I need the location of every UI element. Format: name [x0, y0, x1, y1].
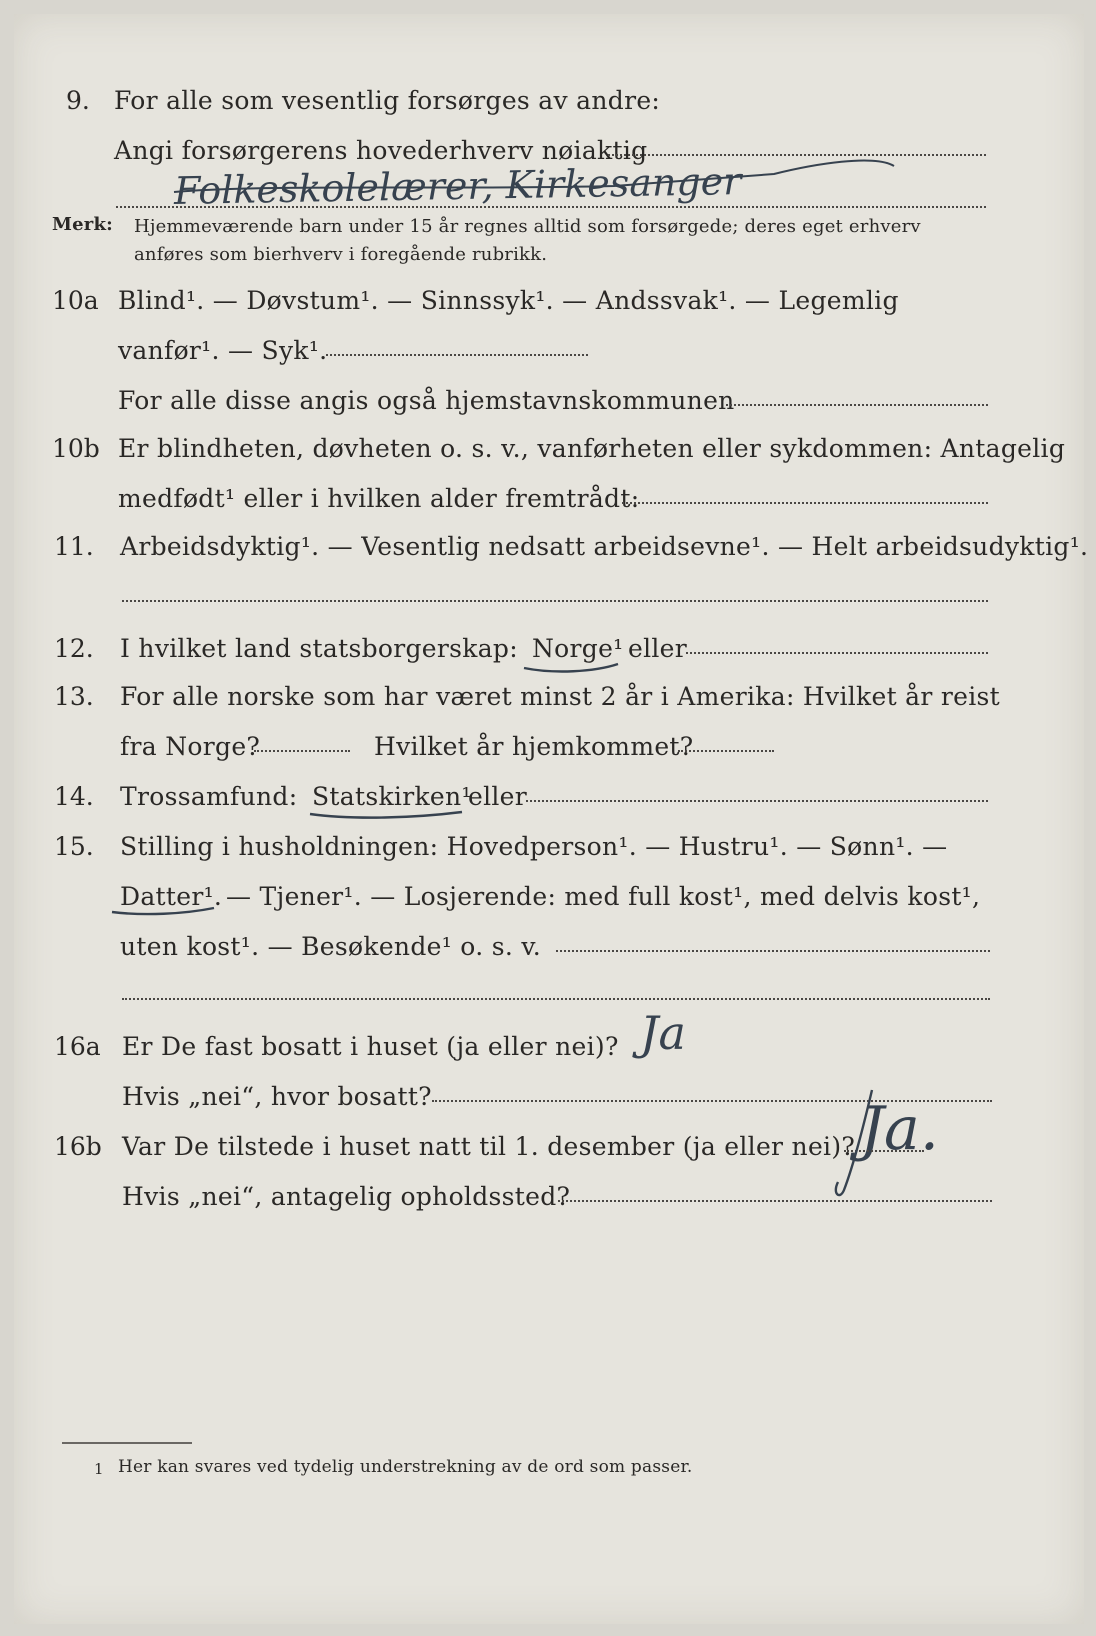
merk-label: Merk:: [52, 214, 113, 235]
q9-number: 9.: [66, 86, 90, 115]
q12-text: I hvilket land statsborgerskap:: [120, 634, 518, 663]
q14-statskirken-underline: [310, 812, 462, 818]
q13-line-1: For alle norske som har været minst 2 år i Amerika: Hvilket år reist: [120, 682, 1001, 711]
q13-line-2b: Hvilket år hjemkommet?: [374, 732, 694, 761]
q14-text: Trossamfund:: [120, 782, 298, 811]
q16b-number: 16b: [54, 1132, 102, 1161]
q15-line-3: uten kost¹. — Besøkende¹ o. s. v.: [120, 932, 542, 961]
q9-handwritten-answer: Folkeskolelærer, Kirkesanger: [173, 159, 742, 213]
q13-hjemkommet-field-line: [678, 750, 774, 752]
footnote-text: Her kan svares ved tydelig understrekning av de ord som passer.: [118, 1457, 693, 1477]
q16b-line-2: Hvis „nei“, antagelig opholdssted?: [122, 1182, 571, 1211]
q12-norge-underline: [524, 664, 618, 671]
q10b-number: 10b: [52, 434, 100, 463]
q9-answer-field-line: [116, 206, 986, 208]
q13-reist-field-line: [254, 750, 350, 752]
q16a-line-1: Er De fast bosatt i huset (ja eller nei)?: [122, 1032, 619, 1061]
q10b-line-1: Er blindheten, døvheten o. s. v., vanførheten eller sykdommen: Antagelig: [118, 434, 1066, 463]
q15-line-1: Stilling i husholdningen: Hovedperson¹. — Hustru¹. — Sønn¹. —: [120, 832, 948, 861]
q16a-number: 16a: [54, 1032, 101, 1061]
q12-field-line: [686, 652, 988, 654]
merk-line-2: anføres som bierhverv i foregående rubrikk.: [134, 244, 548, 265]
q9-text: For alle som vesentlig forsørges av andre:: [114, 86, 661, 115]
q11-number: 11.: [54, 532, 94, 561]
q15-extra-field-line: [122, 998, 990, 1000]
q16b-answer-field-line: [844, 1150, 924, 1152]
q11-line-1: Arbeidsdyktig¹. — Vesentlig nedsatt arbeidsevne¹. — Helt arbeidsudyktig¹.: [120, 532, 1089, 561]
q16a-line-2: Hvis „nei“, hvor bosatt?: [122, 1082, 432, 1111]
q14-number: 14.: [54, 782, 94, 811]
q16a-handwritten-answer: Ja: [640, 1006, 686, 1060]
q14-field-line: [526, 800, 988, 802]
q10a-line-1: Blind¹. — Døvstum¹. — Sinnssyk¹. — Andssvak¹. — Legemlig: [118, 286, 899, 315]
q10a-line-3: For alle disse angis også hjemstavnskommunen: [118, 386, 735, 415]
q10a-hjemstavn-field-line: [726, 404, 988, 406]
q10b-field-line: [622, 502, 988, 504]
q9-angi-field-line: [608, 154, 986, 156]
q12-number: 12.: [54, 634, 94, 663]
q12-norge-option: Norge¹: [532, 634, 624, 663]
q13-line-2a: fra Norge?: [120, 732, 261, 761]
q13-number: 13.: [54, 682, 94, 711]
q10a-number: 10a: [52, 286, 99, 315]
q16b-field-line: [558, 1200, 992, 1202]
q15-number: 15.: [54, 832, 94, 861]
q14-eller: eller: [468, 782, 528, 811]
q10a-line-2: vanfør¹. — Syk¹.: [118, 336, 328, 365]
q11-field-line: [122, 600, 988, 602]
q10a-syk-field-line: [326, 354, 588, 356]
q15-line-2: — Tjener¹. — Losjerende: med full kost¹, med delvis kost¹,: [226, 882, 981, 911]
census-form-sheet: [14, 14, 1089, 1624]
q16b-line-1: Var De tilstede i huset natt til 1. desember (ja eller nei)?: [122, 1132, 856, 1161]
q10b-line-2: medfødt¹ eller i hvilken alder fremtrådt:: [118, 484, 640, 513]
q15-datter-option: Datter¹.: [120, 882, 223, 911]
footnote-rule: [62, 1442, 192, 1444]
footnote-mark: 1: [94, 1460, 104, 1478]
merk-line-1: Hjemmeværende barn under 15 år regnes alltid som forsørgede; deres eget erhverv: [134, 216, 921, 237]
q14-statskirken-option: Statskirken¹: [312, 782, 472, 811]
q12-eller: eller: [628, 634, 688, 663]
q16b-handwritten-answer: Ja.: [860, 1094, 939, 1164]
q15-field-line: [556, 950, 990, 952]
q9-angi-label: Angi forsørgerens hovederhverv nøiaktig: [114, 136, 648, 165]
